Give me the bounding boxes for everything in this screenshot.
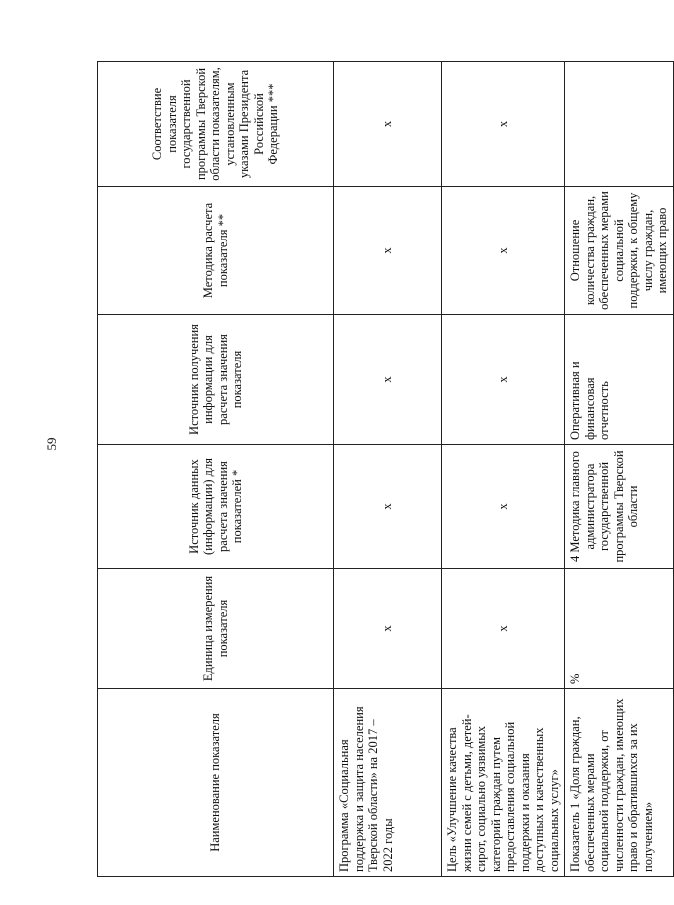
table-row xyxy=(442,62,565,877)
row-indicator-method: Отношение количества граждан, обеспеченных мерами социальной поддержки, к общему числу граждан, имеющих право xyxy=(565,187,674,315)
row-program-name: Программа «Социальная поддержка и защита населения Тверской области» на 2017 – 2022 годы xyxy=(334,689,442,877)
table-row xyxy=(565,62,674,877)
row-goal-name: Цель «Улучшение качества жизни семей с детьми, детей-сирот, социально уязвимых категорий граждан путем предоставления социальной поддержки и оказания доступных и качественных социальных услуг» xyxy=(442,689,565,877)
row-program-info-source: х xyxy=(334,315,442,445)
row-indicator-compliance xyxy=(565,62,674,187)
row-indicator-name: Показатель 1 «Доля граждан, обеспеченных мерами социальной поддержки, от численности граждан, имеющих право и обратившихся за их получением» xyxy=(565,689,674,877)
header-indicator-name: Наименование показателя xyxy=(98,689,334,877)
indicators-table xyxy=(97,61,674,877)
row-indicator-data-source: 4 Методика главного администратора государственной программы Тверской области xyxy=(565,445,674,569)
row-program-method: х xyxy=(334,187,442,315)
row-program-compliance: х xyxy=(334,62,442,187)
row-goal-method: х xyxy=(442,187,565,315)
row-indicator-info-source: Оперативная и финансовая отчетность xyxy=(565,315,674,445)
row-program-data-source: х xyxy=(334,445,442,569)
page-number: 59 xyxy=(44,437,59,451)
row-indicator-unit: % xyxy=(565,569,674,689)
table-row xyxy=(334,62,442,877)
header-data-source: Источник данных (информации) для расчета значения показателей * xyxy=(98,445,334,569)
row-goal-compliance: х xyxy=(442,62,565,187)
row-goal-unit: х xyxy=(442,569,565,689)
header-method: Методика расчета показателя ** xyxy=(98,187,334,315)
rotated-table-sheet xyxy=(97,62,669,877)
header-unit: Единица измерения показателя xyxy=(98,569,334,689)
header-compliance: Соответствие показателя государственной программы Тверской области показателям, установленным указами Президента Российской Федерации *** xyxy=(98,62,334,187)
row-goal-info-source: х xyxy=(442,315,565,445)
table-header-row xyxy=(98,62,334,877)
header-info-source: Источник получения информации для расчета значения показателя xyxy=(98,315,334,445)
row-goal-data-source: х xyxy=(442,445,565,569)
row-program-unit: х xyxy=(334,569,442,689)
